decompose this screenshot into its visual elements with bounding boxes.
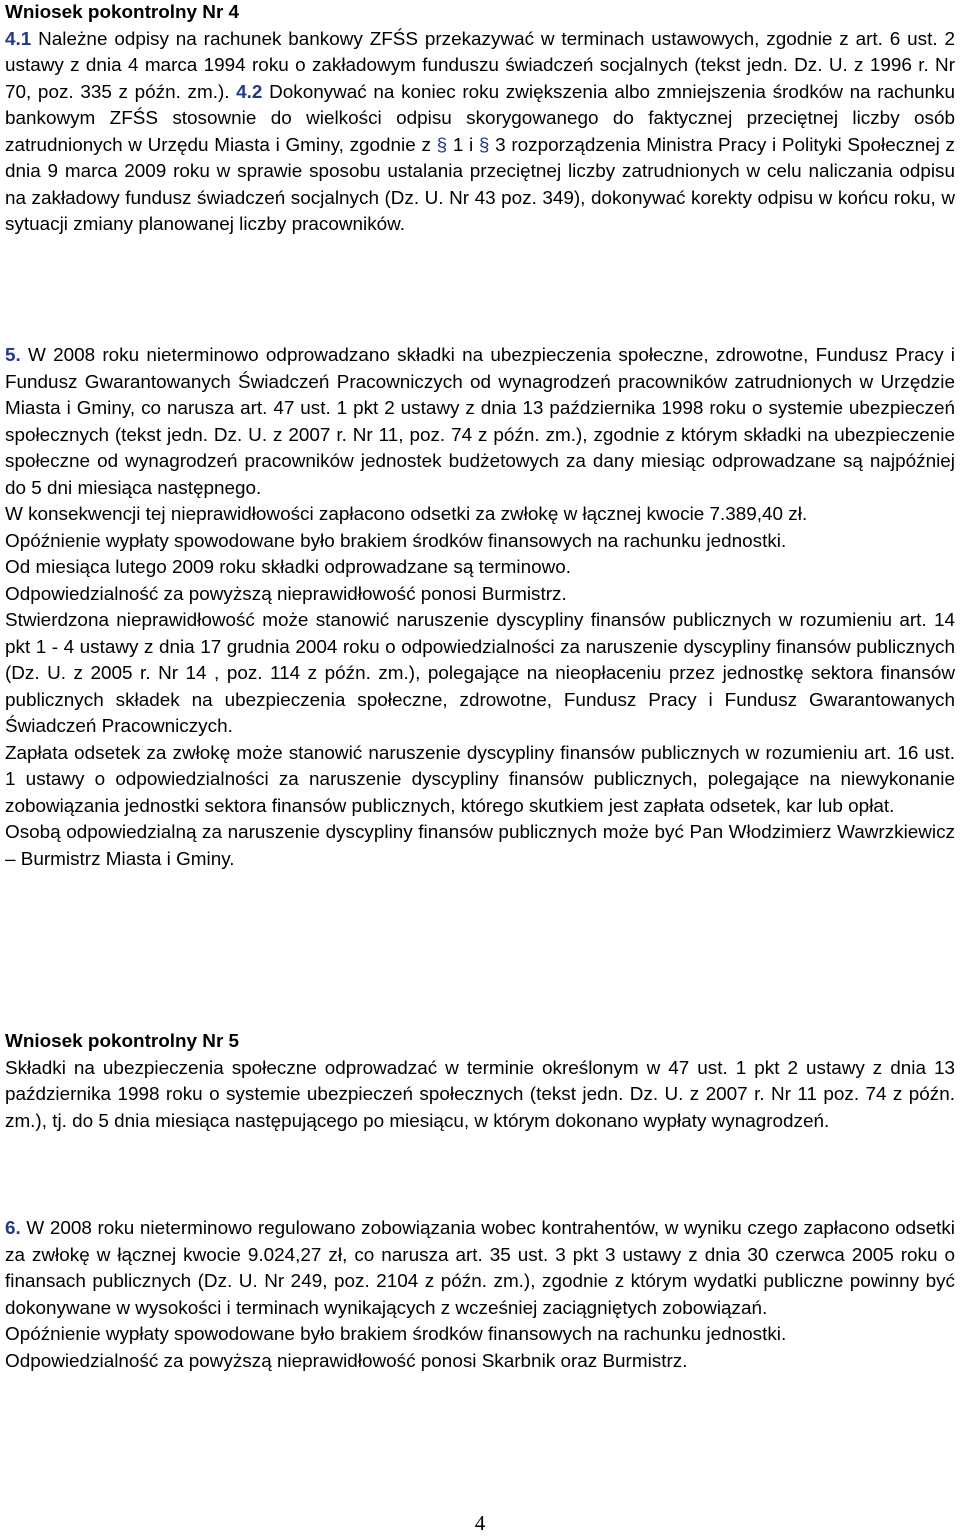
section-point-5	[5, 343, 955, 873]
paragraph-4-1	[5, 27, 955, 239]
paragraph-number: 6.	[5, 1218, 21, 1239]
paragraph-number: 4.1	[5, 28, 32, 50]
heading-wniosek-4: Wniosek pokontrolny Nr 4	[5, 2, 240, 23]
heading-wniosek-5: Wniosek pokontrolny Nr 5	[5, 1031, 240, 1052]
paragraph-number: 4.2	[236, 81, 263, 103]
paragraph-text: Dokonywać na koniec roku zwiększenia albo zmniejszenia środków na rachunku bankowym ZFŚS stosownie do wielkości odpisu skorygowanego do faktycznej przeciętnej liczby osób zatrudnionych w Urzędu Miasta i Gminy, zgodnie z	[5, 81, 955, 156]
section-wniosek-4	[5, 0, 955, 239]
paragraph-number: 5.	[5, 345, 21, 366]
section-wniosek-5	[5, 1029, 955, 1135]
paragraph-stwierdzona: Stwierdzona nieprawidłowość może stanowić naruszenie dyscypliny finansów publicznych w rozumieniu art. 14 pkt 1 - 4 ustawy z dnia 17 grudnia 2004 roku o odpowiedzialności za naruszenie dyscypliny finansów publicznych (Dz. U. z 2005 r. Nr 14 , poz. 114 z późn. zm.), polegające na nieopłaceniu przez jednostkę sektora finansów publicznych składek na ubezpieczenia społeczne, zdrowotne, Fundusz Pracy i Fundusz Gwarantowanych Świadczeń Pracowniczych.	[5, 610, 955, 737]
paragraph-osoba: Osobą odpowiedzialną za naruszenie dyscypliny finansów publicznych może być Pan Włodzimierz Wawrzkiewicz – Burmistrz Miasta i Gminy.	[5, 822, 955, 870]
section-sign: §	[436, 134, 448, 156]
paragraph-odsetki: W konsekwencji tej nieprawidłowości zapłacono odsetki za zwłokę w łącznej kwocie 7.389,40 zł.	[5, 504, 808, 525]
paragraph-text: 1 i	[447, 134, 479, 156]
page-number: 4	[474, 1511, 486, 1535]
paragraph-odpowiedzialnosc: Odpowiedzialność za powyższą nieprawidłowość ponosi Skarbnik oraz Burmistrz.	[5, 1350, 688, 1372]
paragraph-zaplata: Zapłata odsetek za zwłokę może stanowić naruszenie dyscypliny finansów publicznych w rozumieniu art. 16 ust. 1 ustawy o odpowiedzialności za naruszenie dyscypliny finansów publicznych, polegające na niewykonanie zobowiązania jednostki sektora finansów publicznych, którego skutkiem jest zapłata odsetek, kar lub opłat.	[5, 742, 955, 817]
paragraph-text: W 2008 roku nieterminowo regulowano zobowiązania wobec kontrahentów, w wyniku czego zapłacono odsetki za zwłokę w łącznej kwocie 9.024,27 zł, co narusza art. 35 ust. 3 pkt 3 ustawy z dnia 30 czerwca 2005 roku o finansach publicznych (Dz. U. Nr 249, poz. 2104 z późn. zm.), zgodnie z którym wydatki publiczne powinny być dokonywane w wysokości i terminach wynikających z wcześniej zaciągniętych zobowiązań.	[5, 1218, 955, 1319]
paragraph-text: 3 rozporządzenia Ministra Pracy i Polityki Społecznej z dnia 9 marca 2009 roku w sprawie sposobu ustalania przeciętnej liczby zatrudnionych w celu naliczania odpisu na zakładowy fundusz świadczeń socjalnych (Dz. U. Nr 43 poz. 349), dokonywać korekty odpisu w końcu roku, w sytuacji zmiany planowanej liczby pracowników.	[5, 134, 955, 235]
paragraph-wniosek-5: Składki na ubezpieczenia społeczne odprowadzać w terminie określonym w 47 ust. 1 pkt 2 ustawy z dnia 13 października 1998 roku o systemie ubezpieczeń społecznych (tekst jedn. Dz. U. z 2007 r. Nr 11 poz. 74 z późn. zm.), tj. do 5 dnia miesiąca następującego po miesiącu, w którym dokonano wypłaty wynagrodzeń.	[5, 1057, 955, 1132]
paragraph-text: Należne odpisy na rachunek bankowy ZFŚS przekazywać w terminach ustawowych, zgodnie z art. 6 ust. 2 ustawy z dnia 4 marca 1994 roku o zakładowym funduszu świadczeń socjalnych (tekst jedn. Dz. U. z 1996 r. Nr 70, poz. 335 z późn. zm.).	[5, 28, 955, 103]
paragraph-text: W 2008 roku nieterminowo odprowadzano składki na ubezpieczenia społeczne, zdrowotne, Fundusz Pracy i Fundusz Gwarantowanych Świadczeń Pracowniczych od wynagrodzeń pracowników zatrudnionych w Urzędzie Miasta i Gminy, co narusza art. 47 ust. 1 pkt 2 ustawy z dnia 13 października 1998 roku o systemie ubezpieczeń społecznych (tekst jedn. Dz. U. z 2007 r. Nr 11, poz. 74 z późn. zm.), zgodnie z którym składki na ubezpieczenie społeczne od wynagrodzeń pracowników jednostek budżetowych za dany miesiąc odprowadzane są najpóźniej do 5 dni miesiąca następnego.	[5, 345, 955, 499]
paragraph-6	[5, 1216, 955, 1322]
paragraph-opoznienie: Opóźnienie wypłaty spowodowane było brakiem środków finansowych na rachunku jednostki.	[5, 1324, 787, 1345]
section-point-6	[5, 1216, 955, 1375]
paragraph-opoznienie: Opóźnienie wypłaty spowodowane było brakiem środków finansowych na rachunku jednostki.	[5, 530, 787, 552]
paragraph-5	[5, 343, 955, 502]
section-sign: §	[478, 134, 490, 156]
paragraph-odpowiedzialnosc: Odpowiedzialność za powyższą nieprawidłowość ponosi Burmistrz.	[5, 583, 567, 605]
paragraph-luty: Od miesiąca lutego 2009 roku składki odprowadzane są terminowo.	[5, 557, 571, 578]
